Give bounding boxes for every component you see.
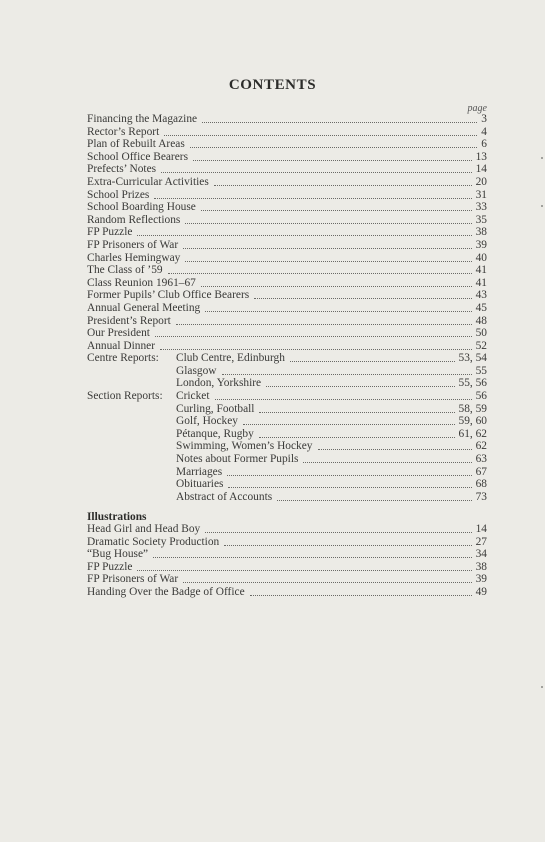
entry-title: School Office Bearers (87, 150, 189, 163)
leader-dots (303, 462, 472, 463)
entry-title: FP Puzzle (87, 226, 133, 239)
illustration-entry (87, 536, 488, 549)
leader-dots (224, 545, 472, 546)
contents-entry (87, 491, 488, 504)
contents-entry (87, 214, 488, 227)
entry-page-number: 34 (475, 548, 487, 561)
entry-title: Plan of Rebuilt Areas (87, 138, 185, 151)
contents-entry (87, 113, 488, 126)
contents-entry (87, 289, 488, 302)
leader-dots (259, 412, 455, 413)
entry-title: Head Girl and Head Boy (87, 523, 201, 535)
entry-title: Cricket (176, 390, 210, 403)
entry-page-number: 55, 56 (458, 377, 487, 390)
leader-dots (202, 122, 477, 123)
entry-title: Club Centre, Edinburgh (176, 352, 285, 365)
leader-dots (185, 223, 472, 224)
entry-title: FP Prisoners of War (87, 573, 179, 586)
leader-dots (205, 311, 472, 312)
entry-page-number: 59, 60 (458, 415, 487, 428)
leader-dots (193, 160, 472, 161)
page-title: CONTENTS (228, 77, 317, 93)
leader-dots (137, 235, 472, 236)
entry-title: Extra-Curricular Activities (87, 175, 209, 188)
contents-entry (87, 428, 488, 441)
entry-page-number: 68 (475, 478, 487, 491)
scan-speck (541, 157, 543, 159)
contents-entry (87, 403, 488, 416)
leader-dots (160, 349, 472, 350)
entry-page-number: 53, 54 (458, 352, 487, 365)
leader-dots (227, 475, 472, 476)
leader-dots (318, 449, 472, 450)
contents-entry (87, 390, 488, 403)
entry-title: Annual Dinner (87, 339, 156, 352)
illustration-entry (87, 561, 488, 574)
entry-page-number: 61, 62 (458, 427, 487, 440)
entry-title: Marriages (176, 465, 223, 478)
entry-title: Financing the Magazine (87, 113, 198, 125)
leader-dots (290, 361, 455, 362)
entry-title: Dramatic Society Production (87, 535, 220, 548)
entry-title: Class Reunion 1961–67 (87, 276, 196, 289)
entry-page-number: 52 (475, 339, 487, 352)
entry-page-number: 43 (475, 289, 487, 302)
leader-dots (277, 500, 472, 501)
page-column-label: page (467, 103, 487, 114)
leader-dots (201, 210, 472, 211)
contents-entry (87, 126, 488, 139)
entry-page-number: 49 (475, 585, 487, 598)
entry-page-number: 40 (475, 251, 487, 264)
leader-dots (183, 248, 472, 249)
leader-dots (243, 424, 455, 425)
entry-title: Former Pupils’ Club Office Bearers (87, 289, 250, 302)
entry-title: “Bug House” (87, 548, 149, 561)
leader-dots (215, 399, 472, 400)
leader-dots (254, 298, 472, 299)
entry-title: Rector’s Report (87, 125, 160, 138)
leader-dots (205, 532, 472, 533)
contents-entry (87, 453, 488, 466)
contents-entry (87, 226, 488, 239)
contents-entry (87, 163, 488, 176)
contents-entry (87, 176, 488, 189)
leader-dots (214, 185, 472, 186)
leader-dots (266, 386, 455, 387)
entry-title: School Boarding House (87, 201, 196, 214)
contents-list (87, 113, 488, 503)
entry-title: Glasgow (176, 364, 217, 377)
entry-page-number: 41 (475, 264, 487, 277)
entry-page-number: 63 (475, 453, 487, 466)
contents-entry (87, 466, 488, 479)
entry-page-number: 58, 59 (458, 402, 487, 415)
contents-entry (87, 252, 488, 265)
entry-title: Random Reflections (87, 213, 181, 226)
entry-title: Our President (87, 327, 150, 340)
entry-page-number: 33 (475, 201, 487, 214)
entry-page-number: 4 (481, 125, 487, 138)
illustrations-heading: Illustrations (87, 511, 147, 523)
leader-dots (176, 324, 472, 325)
contents-entry (87, 138, 488, 151)
leader-dots (228, 487, 472, 488)
entry-page-number: 48 (475, 314, 487, 327)
leader-dots (190, 147, 477, 148)
entry-page-number: 6 (481, 138, 487, 151)
entry-title: Curling, Football (176, 402, 255, 415)
contents-entry (87, 327, 488, 340)
leader-dots (168, 273, 472, 274)
entry-page-number: 3 (481, 113, 487, 125)
entry-title: Swimming, Women’s Hockey (176, 440, 313, 453)
leader-dots (137, 570, 472, 571)
entry-title: London, Yorkshire (176, 377, 262, 390)
entry-title: Golf, Hockey (176, 415, 238, 428)
entry-title: Pétanque, Rugby (176, 427, 254, 440)
contents-entry (87, 189, 488, 202)
entry-page-number: 31 (475, 188, 487, 201)
entry-page-number: 73 (475, 490, 487, 503)
entry-page-number: 45 (475, 301, 487, 314)
illustration-entry (87, 548, 488, 561)
entry-page-number: 55 (475, 364, 487, 377)
leader-dots (164, 135, 477, 136)
entry-title: FP Puzzle (87, 560, 133, 573)
contents-entry (87, 151, 488, 164)
entry-page-number: 41 (475, 276, 487, 289)
entry-page-number: 62 (475, 440, 487, 453)
section-prefix: Section Reports: (87, 390, 163, 403)
contents-entry (87, 352, 488, 365)
leader-dots (201, 286, 472, 287)
entry-page-number: 39 (475, 573, 487, 586)
entry-page-number: 67 (475, 465, 487, 478)
entry-title: FP Prisoners of War (87, 238, 179, 251)
illustration-entry (87, 523, 488, 536)
leader-dots (183, 582, 472, 583)
contents-entry (87, 415, 488, 428)
leader-dots (155, 336, 472, 337)
leader-dots (222, 374, 472, 375)
entry-title: Annual General Meeting (87, 301, 201, 314)
leader-dots (153, 557, 472, 558)
entry-title: Notes about Former Pupils (176, 453, 299, 466)
entry-title: The Class of ’59 (87, 264, 163, 277)
leader-dots (250, 595, 472, 596)
leader-dots (259, 437, 455, 438)
contents-entry (87, 365, 488, 378)
entry-page-number: 35 (475, 213, 487, 226)
contents-entry (87, 264, 488, 277)
entry-title: Obituaries (176, 478, 224, 491)
entry-page-number: 20 (475, 175, 487, 188)
contents-entry (87, 201, 488, 214)
entry-page-number: 56 (475, 390, 487, 403)
illustration-entry (87, 586, 488, 599)
contents-entry (87, 315, 488, 328)
contents-entry (87, 478, 488, 491)
entry-page-number: 50 (475, 327, 487, 340)
scan-speck (541, 686, 543, 688)
entry-page-number: 27 (475, 535, 487, 548)
entry-page-number: 39 (475, 238, 487, 251)
contents-entry (87, 302, 488, 315)
entry-title: Prefects’ Notes (87, 163, 157, 176)
scan-speck (541, 205, 543, 207)
contents-entry (87, 340, 488, 353)
leader-dots (161, 172, 472, 173)
entry-page-number: 14 (475, 523, 487, 535)
illustration-entry (87, 573, 488, 586)
leader-dots (154, 198, 472, 199)
entry-title: President’s Report (87, 314, 171, 327)
entry-title: Charles Hemingway (87, 251, 181, 264)
entry-page-number: 38 (475, 560, 487, 573)
entry-page-number: 13 (475, 150, 487, 163)
contents-entry (87, 440, 488, 453)
contents-entry (87, 277, 488, 290)
entry-page-number: 38 (475, 226, 487, 239)
section-prefix: Centre Reports: (87, 352, 159, 365)
entry-title: Abstract of Accounts (176, 490, 273, 503)
entry-title: School Prizes (87, 188, 150, 201)
illustrations-list (87, 523, 488, 599)
contents-entry (87, 239, 488, 252)
leader-dots (185, 261, 472, 262)
entry-title: Handing Over the Badge of Office (87, 585, 245, 598)
entry-page-number: 14 (475, 163, 487, 176)
contents-entry (87, 377, 488, 390)
